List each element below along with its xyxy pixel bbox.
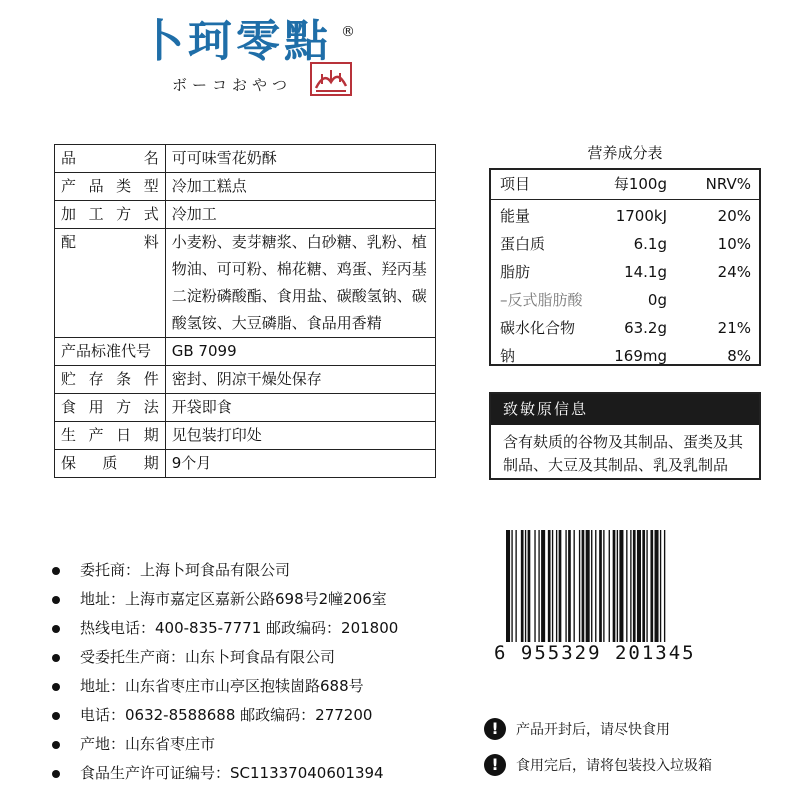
nutrition-item: 钠 (500, 347, 516, 365)
info-label-char: 式 (143, 205, 159, 223)
company-item-text: 产地：山东省枣庄市 (80, 735, 216, 753)
info-value: 小麦粉、麦芽糖浆、白砂糖、乳粉、植物油、可可粉、棉花糖、鸡蛋、羟丙基二淀粉磷酸酯、食用盐、碳酸氢钠、碳酸氢铵、大豆磷脂、食品用香精 (165, 229, 435, 338)
info-label-char: 品 (61, 149, 77, 167)
bullet-icon (52, 596, 60, 604)
barcode-bar (650, 530, 653, 652)
info-label (55, 394, 166, 422)
barcode-bar (619, 530, 623, 652)
info-value: 密封、阴凉干燥处保存 (165, 366, 435, 394)
info-row (55, 450, 436, 478)
nutrition-item: –反式脂肪酸 (500, 291, 583, 309)
nutrition-per100g: 1700kJ (615, 207, 667, 225)
nutrition-row (491, 258, 759, 286)
info-row (55, 366, 436, 394)
info-label-char: 料 (143, 233, 159, 251)
bullet-icon (52, 741, 60, 749)
company-item (52, 701, 398, 730)
nutrition-title: 营养成分表 (587, 144, 663, 162)
info-value: 开袋即食 (165, 394, 435, 422)
barcode-bar (595, 530, 596, 652)
info-label-char: 品 (88, 177, 104, 195)
info-label (55, 450, 166, 478)
notice-open (484, 718, 670, 740)
barcode-bar (630, 530, 631, 652)
info-label-text (61, 229, 159, 256)
nutrition-item: 碳水化合物 (500, 319, 576, 337)
bullet-icon (52, 654, 60, 662)
barcode-bar (525, 530, 526, 652)
barcode-bar (515, 530, 516, 652)
nutrition-item: 能量 (500, 207, 531, 225)
info-row (55, 394, 436, 422)
company-info-list (52, 556, 398, 788)
allergen-box (489, 392, 761, 480)
company-item-text: 食品生产许可证编号：SC11337040601394 (80, 764, 384, 782)
nutrition-nrv: 21% (717, 319, 751, 337)
barcode-bar (568, 530, 571, 652)
info-label-char: 质 (102, 454, 118, 472)
info-label-char: 日 (116, 426, 132, 444)
info-label-text (61, 450, 159, 477)
barcode-bar (582, 530, 585, 652)
nutrition-header-nrv: NRV% (705, 175, 751, 193)
nutrition-per100g: 6.1g (633, 235, 667, 253)
info-value: 见包装打印处 (165, 422, 435, 450)
nutrition-nrv: 8% (727, 347, 751, 365)
info-label-char: 期 (143, 454, 159, 472)
barcode-bar (534, 530, 535, 652)
info-label (55, 173, 166, 201)
bullet-icon (52, 683, 60, 691)
nutrition-row (491, 230, 759, 258)
barcode-bar (548, 530, 551, 652)
warning-icon: ! (484, 718, 506, 740)
info-label-text (61, 394, 159, 421)
bullet-icon (52, 770, 60, 778)
barcode-bar (552, 530, 553, 652)
barcode-bar (559, 530, 562, 652)
allergen-title: 致敏原信息 (491, 394, 759, 425)
info-value: GB 7099 (165, 338, 435, 366)
barcode-bar (521, 530, 524, 652)
company-item-text: 地址：山东省枣庄市山亭区抱犊崮路688号 (80, 677, 364, 695)
info-label-char: 配 (61, 233, 77, 251)
company-item (52, 672, 398, 701)
notice-dispose (484, 754, 712, 776)
bullet-icon (52, 712, 60, 720)
nutrition-per100g: 169mg (614, 347, 667, 365)
barcode-bar (565, 530, 566, 652)
info-label-char: 食 (61, 398, 77, 416)
nutrition-nrv: 10% (717, 235, 751, 253)
brand-subtitle: ボーコおやつ (172, 76, 293, 94)
barcode-bar (603, 530, 604, 652)
info-label-char: 贮 (61, 370, 77, 388)
info-label-char: 工 (88, 205, 104, 223)
info-label-char: 用 (88, 398, 104, 416)
nutrition-per100g: 0g (647, 291, 667, 309)
barcode-bar (655, 530, 659, 652)
nutrition-header-item: 项目 (500, 175, 531, 193)
nutrition-header-per100g: 每100g (613, 175, 667, 193)
info-label-char: 型 (143, 177, 159, 195)
barcode-bar (538, 530, 539, 652)
notice-open-text: 产品开封后，请尽快食用 (516, 722, 670, 738)
nutrition-row (491, 342, 759, 370)
brand-name: 卜珂零點 (140, 16, 332, 67)
barcode-bar (613, 530, 616, 652)
nutrition-per100g: 63.2g (624, 319, 667, 337)
info-label-char: 方 (116, 205, 132, 223)
info-label-char: 产 (88, 426, 104, 444)
warning-icon: ! (484, 754, 506, 776)
barcode-bar (591, 530, 592, 652)
company-item (52, 556, 398, 585)
info-label-text (61, 145, 159, 172)
barcode-bar (626, 530, 627, 652)
info-label (55, 145, 166, 173)
info-row (55, 173, 436, 201)
info-label-char: 保 (61, 454, 77, 472)
company-item (52, 759, 398, 788)
info-label-char: 产 (61, 177, 77, 195)
info-value: 冷加工 (165, 201, 435, 229)
info-value: 可可味雪花奶酥 (165, 145, 435, 173)
nutrition-row (491, 286, 759, 314)
info-label-char: 类 (116, 177, 132, 195)
info-label-text: 产品标准代号 (61, 342, 152, 360)
bullet-icon (52, 567, 60, 575)
info-label-text (61, 173, 159, 200)
nutrition-item: 脂肪 (500, 263, 531, 281)
barcode-bar (646, 530, 647, 652)
barcode-bar (599, 530, 602, 652)
company-item-text: 电话：0632-8588688 邮政编码：277200 (80, 706, 373, 724)
seal-icon (310, 62, 352, 96)
info-label (55, 201, 166, 229)
nutrition-nrv: 24% (717, 263, 751, 281)
info-label-char: 法 (143, 398, 159, 416)
company-item (52, 730, 398, 759)
info-value: 9个月 (165, 450, 435, 478)
nutrition-header (491, 170, 759, 200)
allergen-text: 含有麸质的谷物及其制品、蛋类及其制品、大豆及其制品、乳及乳制品 (503, 433, 744, 474)
barcode-bar (633, 530, 636, 652)
barcode-bar (579, 530, 580, 652)
barcode-bar (642, 530, 645, 652)
barcode-bar (609, 530, 610, 652)
company-item (52, 643, 398, 672)
barcode-bar (617, 530, 618, 652)
info-row (55, 145, 436, 173)
barcode-bar (556, 530, 557, 652)
company-item-text: 委托商：上海卜珂食品有限公司 (80, 561, 291, 579)
nutrition-table (489, 168, 761, 366)
barcode-bar (637, 530, 641, 652)
info-label (55, 422, 166, 450)
info-label (55, 229, 166, 338)
bullet-icon (52, 625, 60, 633)
nutrition-item: 蛋白质 (500, 235, 546, 253)
company-item (52, 614, 398, 643)
company-item-text: 地址：上海市嘉定区嘉新公路698号2幢206室 (80, 590, 387, 608)
info-label-char: 件 (143, 370, 159, 388)
info-label-char: 期 (143, 426, 159, 444)
nutrition-row (491, 202, 759, 230)
info-row (55, 229, 436, 338)
info-row (55, 201, 436, 229)
registered-mark: ® (341, 24, 355, 40)
info-row (55, 422, 436, 450)
barcode-bar (574, 530, 575, 652)
barcode-bar (660, 530, 661, 652)
info-label-char: 存 (88, 370, 104, 388)
company-item-text: 热线电话：400-835-7771 邮政编码：201800 (80, 619, 399, 637)
barcode-bar (541, 530, 545, 652)
barcode-bar (528, 530, 531, 652)
info-label-char: 生 (61, 426, 77, 444)
product-info-table (54, 144, 436, 478)
info-label-char: 名 (143, 149, 159, 167)
info-label (55, 338, 166, 366)
nutrition-nrv: 20% (717, 207, 751, 225)
brand-logo (0, 0, 800, 110)
info-row (55, 338, 436, 366)
info-label-char: 加 (61, 205, 77, 223)
company-item (52, 585, 398, 614)
info-label (55, 366, 166, 394)
info-label-text (61, 366, 159, 393)
notice-dispose-text: 食用完后，请将包装投入垃圾箱 (516, 758, 712, 774)
nutrition-per100g: 14.1g (624, 263, 667, 281)
info-value: 冷加工糕点 (165, 173, 435, 201)
info-label-text (61, 201, 159, 228)
info-label-char: 方 (116, 398, 132, 416)
company-item-text: 受委托生产商：山东卜珂食品有限公司 (80, 648, 336, 666)
barcode-number: 6 955329 201345 (494, 642, 696, 664)
nutrition-row (491, 314, 759, 342)
info-label-text (61, 422, 159, 449)
info-label-char: 条 (116, 370, 132, 388)
